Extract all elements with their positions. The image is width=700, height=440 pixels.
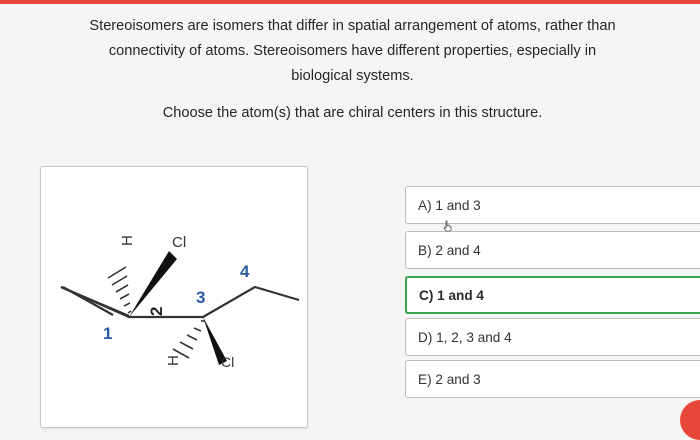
atom-label-h-top: H (119, 235, 136, 246)
atom-label-cl-bottom: Cl (221, 354, 235, 370)
option-e-label: E) 2 and 3 (418, 371, 481, 387)
carbon-number-1: 1 (103, 324, 113, 343)
intro-line-3: biological systems. (291, 68, 414, 84)
hashed-bond-c2-h (108, 267, 131, 313)
option-b[interactable] (405, 231, 700, 269)
molecule-structure (41, 167, 307, 427)
top-accent-bar (0, 0, 700, 4)
option-c[interactable] (405, 276, 700, 314)
structure-panel (40, 166, 308, 428)
option-a[interactable] (405, 186, 700, 224)
option-a-label: A) 1 and 3 (418, 197, 481, 213)
corner-action-button[interactable] (680, 400, 700, 440)
option-b-label: B) 2 and 4 (418, 242, 481, 258)
carbon-number-2: 2 (147, 306, 166, 316)
atom-label-cl-top: Cl (172, 234, 187, 251)
option-c-label: C) 1 and 4 (419, 287, 484, 303)
intro-line-1: Stereoisomers are isomers that differ in spatial arrangement of atoms, rather than (89, 18, 616, 34)
bond-c2-c3-zig (129, 315, 203, 316)
option-d-label: D) 1, 2, 3 and 4 (418, 329, 512, 345)
intro-line-2: connectivity of atoms. Stereoisomers have different properties, especially in (108, 43, 597, 59)
carbon-number-4: 4 (240, 262, 250, 281)
hashed-bond-c3-h (173, 321, 205, 358)
carbon-chain (61, 287, 299, 317)
option-d[interactable] (405, 318, 700, 356)
option-e[interactable] (405, 360, 700, 398)
hand-cursor-icon (442, 220, 454, 232)
carbon-number-3: 3 (196, 288, 206, 307)
question-intro (40, 14, 665, 89)
question-prompt: Choose the atom(s) that are chiral centers in this structure. (162, 105, 543, 121)
atom-label-h-bottom: H (165, 355, 182, 366)
